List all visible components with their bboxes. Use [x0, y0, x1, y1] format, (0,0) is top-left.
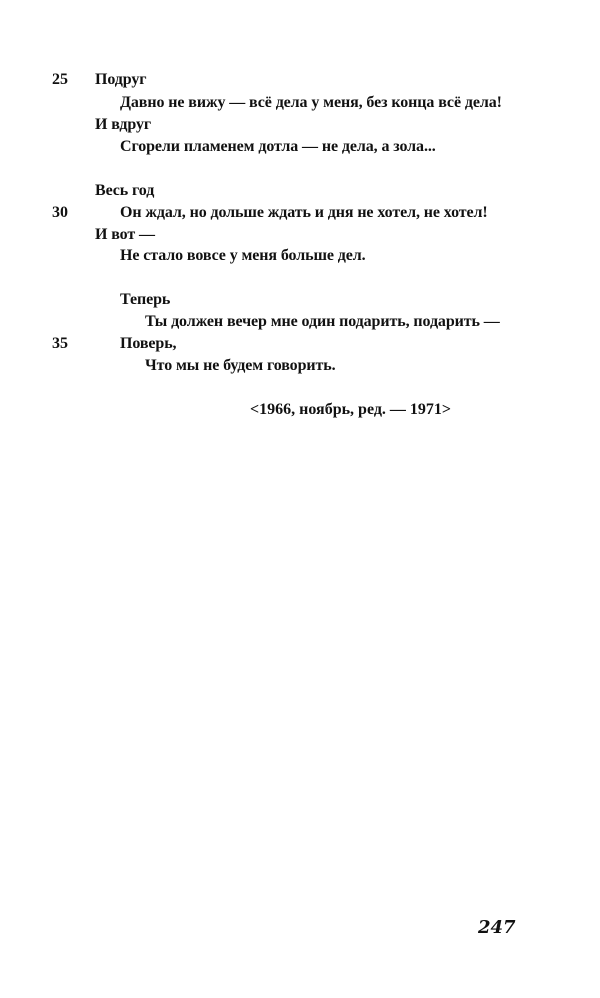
- poem-line: Не стало вовсе у меня больше дел.: [120, 247, 366, 264]
- poem-line: Давно не вижу — всё дела у меня, без конца всё дела!: [120, 94, 502, 111]
- poem-line: Сгорели пламенем дотла — не дела, а зола...: [120, 138, 436, 155]
- poem-line: Подруг: [95, 71, 147, 88]
- poem-line: И вдруг: [95, 116, 152, 133]
- page-number: 247: [478, 917, 516, 938]
- line-number-30: 30: [52, 204, 68, 221]
- poem-line: И вот —: [95, 226, 155, 243]
- poem-line: Поверь,: [120, 335, 177, 352]
- poem-line: Ты должен вечер мне один подарить, подарить —: [145, 313, 500, 330]
- poem-line: Он ждал, но дольше ждать и дня не хотел, не хотел!: [120, 204, 488, 221]
- poem-line: Что мы не будем говорить.: [145, 357, 336, 374]
- poem-date: <1966, ноябрь, ред. — 1971>: [250, 401, 452, 418]
- line-number-25: 25: [52, 71, 68, 88]
- poem-line: Весь год: [95, 182, 155, 199]
- poem-line: Теперь: [120, 291, 171, 308]
- line-number-35: 35: [52, 335, 68, 352]
